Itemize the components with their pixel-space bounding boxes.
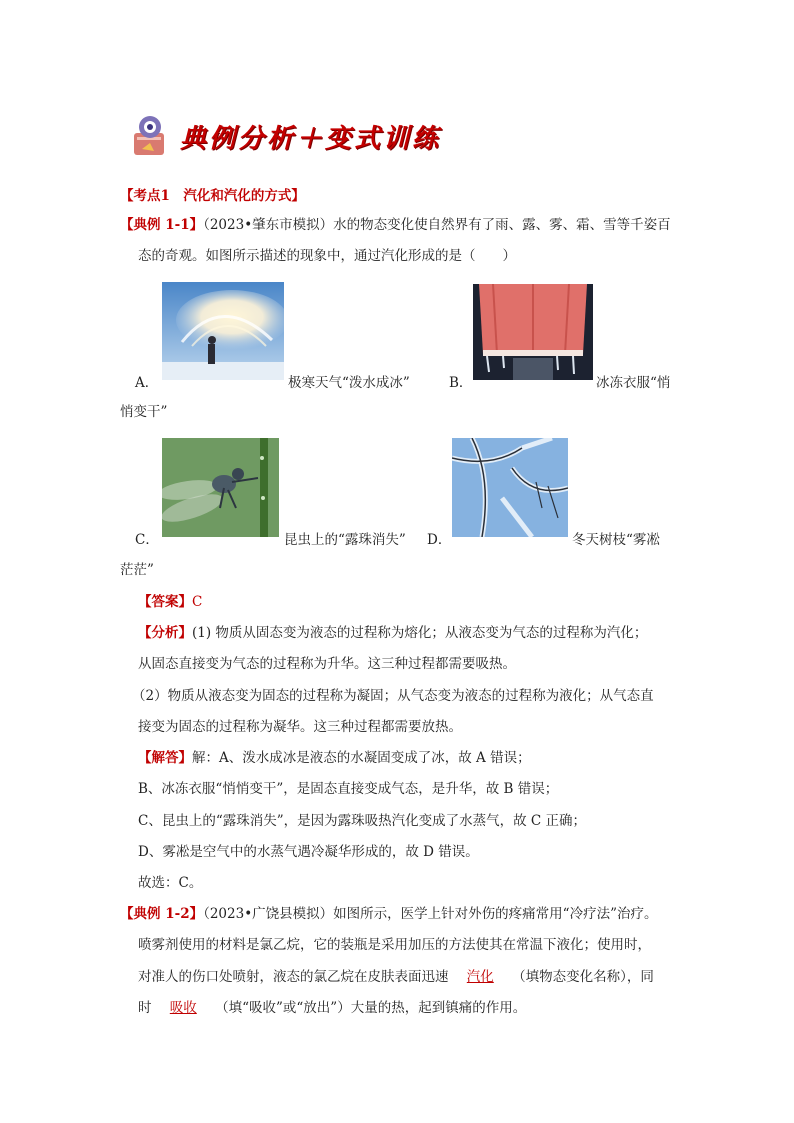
q1-source: （2023•肇东市模拟） (203, 217, 334, 233)
q2-line1: 【典例 1-2】（2023•广饶县模拟）如图所示，医学上针对外伤的疼痛常用“冷疗法”治疗。 (120, 906, 658, 922)
option-b-text-line1: 冰冻衣服“悄 (596, 375, 671, 391)
q1-tag: 【典例 1-1】 (120, 217, 204, 233)
q1-stem-line1 (120, 215, 671, 235)
q2-blank-2: 吸收 (169, 1000, 197, 1016)
option-d-text-line1: 冬天树枝“雾凇 (572, 532, 660, 548)
option-b-image (473, 284, 593, 380)
q2-line2: 喷雾剂使用的材料是氯乙烷，它的装瓶是采用加压的方法使其在常温下液化；使用时， (138, 937, 651, 953)
q2-line4: 时 吸收 （填“吸收”或“放出”）大量的热，起到镇痛的作用。 (138, 1000, 527, 1016)
solution-line3: C、昆虫上的“露珠消失”，是因为露珠吸热汽化变成了水蒸气，故 C 正确； (138, 813, 587, 829)
section-header (128, 112, 441, 160)
option-a-letter: A． (135, 375, 159, 391)
lecture-logo-icon (128, 113, 174, 159)
solution-tag: 【解答】 (138, 750, 192, 766)
q2-source: （2023•广饶县模拟） (203, 906, 334, 922)
option-d-text-line2: 茫茫” (120, 562, 154, 578)
option-c-text: 昆虫上的“露珠消失” (284, 532, 406, 548)
q1-stem-text: 水的物态变化使自然界有了雨、露、雾、霜、雪等千姿百 (333, 217, 671, 233)
analysis-line2: 从固态直接变为气态的过程称为升华。这三种过程都需要吸热。 (138, 656, 516, 672)
analysis-line4: 接变为固态的过程称为凝华。这三种过程都需要放热。 (138, 719, 462, 735)
q2-blank-1: 汽化 (466, 969, 494, 985)
q2-line3: 对准人的伤口处喷射，液态的氯乙烷在皮肤表面迅速 汽化 （填物态变化名称），同 (138, 969, 654, 985)
q1-stem-line2: 态的奇观。如图所示描述的现象中，通过汽化形成的是（ ） (138, 248, 516, 264)
option-d-letter: D． (427, 532, 452, 548)
option-a-text: 极寒天气“泼水成冰” (288, 375, 410, 391)
topic-label: 【考点1 汽化和汽化的方式】 (120, 188, 305, 204)
page-title: 典例分析＋变式训练 (180, 123, 442, 154)
analysis-line1: 【分析】(1) 物质从固态变为液态的过程称为熔化；从液态变为气态的过程称为汽化； (138, 625, 648, 641)
q2-tag: 【典例 1-2】 (120, 906, 204, 922)
answer-tag: 【答案】 (138, 594, 192, 610)
option-a-image (162, 282, 284, 380)
option-d-image (452, 438, 568, 537)
option-c-image (162, 438, 279, 537)
option-c-letter: C． (135, 532, 159, 548)
analysis-tag: 【分析】 (138, 625, 192, 641)
solution-choice: 故选：C。 (138, 875, 203, 891)
option-b-text-line2: 悄变干” (120, 404, 168, 420)
option-b-letter: B． (449, 375, 473, 391)
solution-line2: B、冰冻衣服“悄悄变干”，是固态直接变成气态，是升华，故 B 错误； (138, 781, 559, 797)
answer-value: C (192, 594, 203, 610)
solution-line1: 【解答】解：A、泼水成冰是液态的水凝固变成了冰，故 A 错误； (138, 750, 531, 766)
answer-line (138, 592, 202, 612)
analysis-line3: （2）物质从液态变为固态的过程称为凝固；从气态变为液态的过程称为液化；从气态直 (132, 688, 654, 704)
solution-line4: D、雾凇是空气中的水蒸气遇冷凝华形成的，故 D 错误。 (138, 844, 479, 860)
